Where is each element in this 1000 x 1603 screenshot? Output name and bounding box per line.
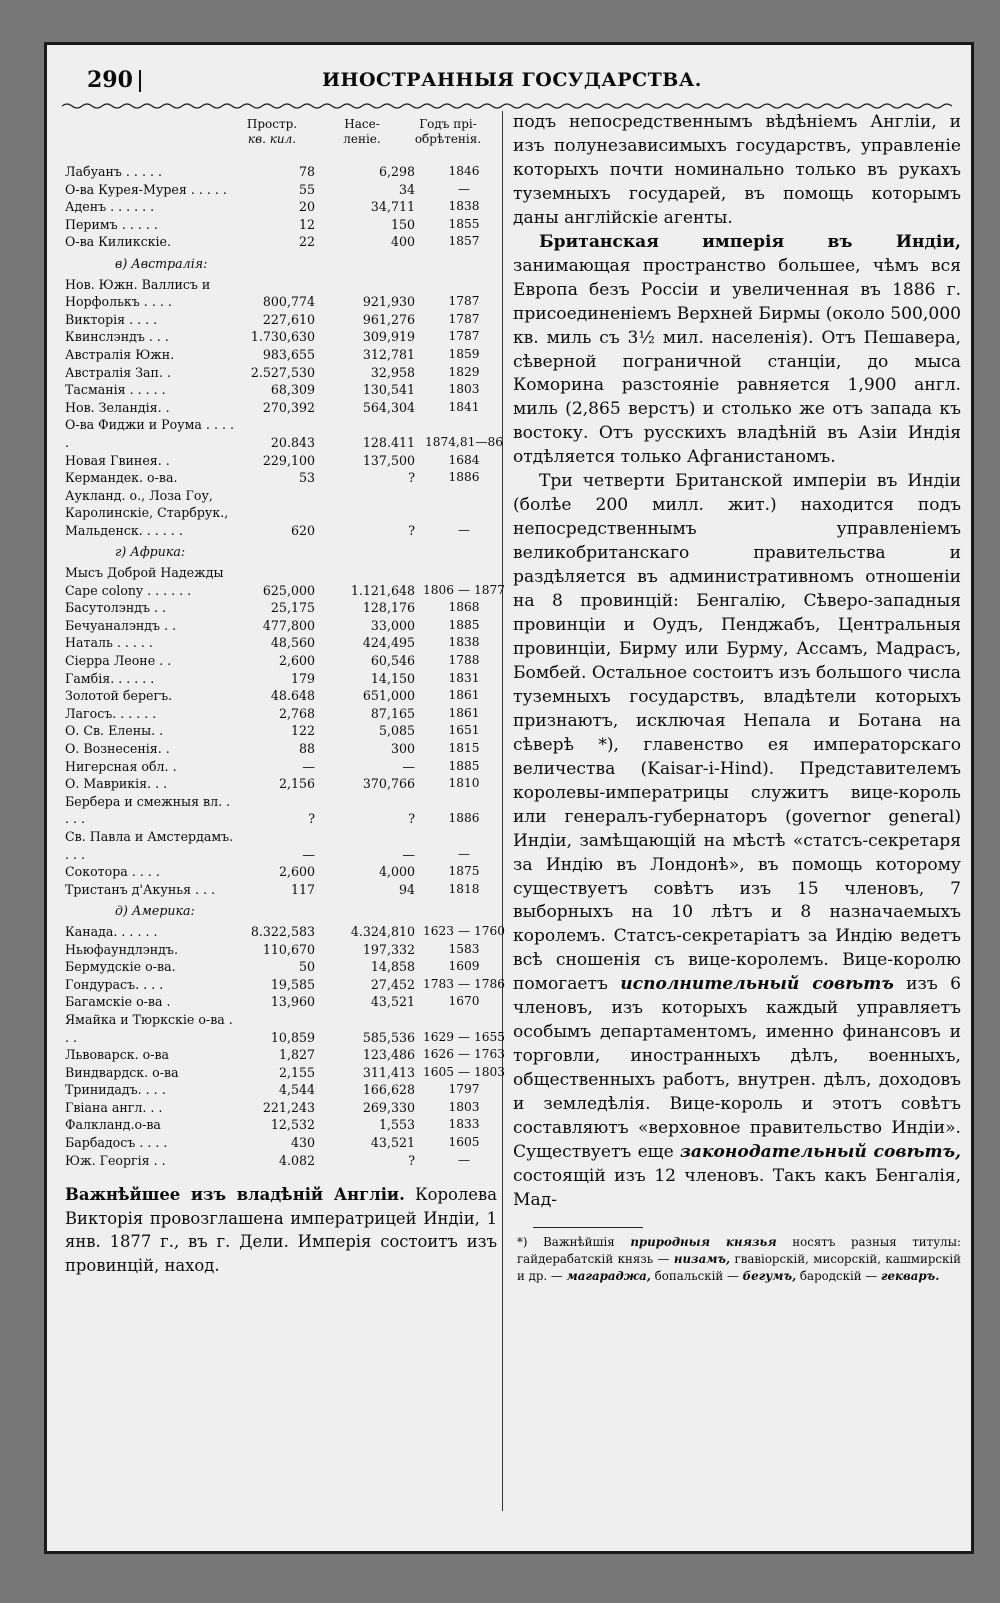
table-row xyxy=(65,564,505,599)
cell-population: 309,919 xyxy=(362,329,415,345)
cell-year: 1831 xyxy=(448,670,480,685)
section-label: в) Австралія: xyxy=(115,255,208,271)
cell-area: 625,000 xyxy=(262,582,315,598)
cell-name: Нигерсная обл. . xyxy=(65,758,177,774)
cell-population: 128,176 xyxy=(362,600,415,616)
cell-population: 123,486 xyxy=(362,1047,415,1063)
cell-year: 1868 xyxy=(448,600,480,615)
cell-area: 110,670 xyxy=(262,941,315,957)
cell-year: — xyxy=(457,522,471,537)
cell-year: 1829 xyxy=(448,364,480,379)
cell-name: Викторія . . . . xyxy=(65,311,158,327)
footnote-d: бопальскій — xyxy=(650,1268,743,1283)
left-column xyxy=(65,111,505,1277)
cell-area: 477,800 xyxy=(262,617,315,633)
table-row xyxy=(65,941,505,959)
cell-year: 1803 xyxy=(448,382,480,397)
table-row xyxy=(65,399,505,417)
cell-year: 1583 xyxy=(448,941,480,956)
header-area-line2: кв. кил. xyxy=(247,132,297,146)
cell-area: 48.648 xyxy=(270,688,315,704)
cell-year: 1670 xyxy=(448,994,480,1009)
cell-name: Аденъ . . . . . . xyxy=(65,199,155,215)
cell-population: 370,766 xyxy=(362,776,415,792)
table-row xyxy=(65,1064,505,1082)
table-row xyxy=(65,863,505,881)
cell-name: Гамбія. . . . . . xyxy=(65,670,155,686)
footnote-e-italic: гекваръ. xyxy=(880,1268,940,1283)
header-wavy-rule xyxy=(62,101,952,111)
cell-name: Нов. Южн. Валлисъ и Норфолькъ . . . . xyxy=(65,276,211,310)
right-paragraph-2-text: занимающая пространство большее, чѣмъ вся Европа безъ Россіи и увеличенная въ 1886 г. присоединеніемъ Верхней Бирмы (около 500,000 кв. миль съ 3½ мил. населенія). Отъ Пешавера, сѣверной пограничной станціи, до мыса Коморина разстояніе равняется 1,900 англ. миль (2,865 верстъ) и столько же отъ запада къ востоку. Отъ русскихъ владѣній въ Азіи Индія отдѣляется только Афганистаномъ. xyxy=(513,255,961,468)
footnote-rule xyxy=(533,1227,643,1228)
cell-area: 2.527,530 xyxy=(250,364,315,380)
cell-population: 43,521 xyxy=(370,994,415,1010)
cell-area: 2,156 xyxy=(278,776,315,792)
cell-name: Перимъ . . . . . xyxy=(65,216,158,232)
cell-name: Сіерра Леоне . . xyxy=(65,653,172,669)
header-population-line2: леніе. xyxy=(343,132,381,146)
table-header xyxy=(65,111,497,163)
cell-year: 1815 xyxy=(448,741,480,755)
cell-population: 32,958 xyxy=(370,364,415,380)
page-title: ИНОСТРАННЫЯ ГОСУДАРСТВА. xyxy=(322,69,702,91)
cell-name: Львоварск. о-ва xyxy=(65,1047,170,1063)
cell-year: 1886 xyxy=(448,811,480,826)
cell-population: 43,521 xyxy=(370,1135,415,1151)
cell-name: О-ва Киликскіе. xyxy=(65,234,171,250)
cell-area: 179 xyxy=(290,670,315,686)
table-row xyxy=(65,198,505,216)
cell-name: Наталь . . . . . xyxy=(65,635,153,651)
cell-area: 10,859 xyxy=(270,1029,315,1045)
cell-population: — xyxy=(402,758,415,774)
right-column xyxy=(513,111,961,1285)
header-area xyxy=(231,117,313,147)
cell-area: 88 xyxy=(298,741,315,756)
cell-population: — xyxy=(402,846,415,862)
cell-name: О. Св. Елены. . xyxy=(65,723,164,739)
cell-name: Лагосъ. . . . . . xyxy=(65,705,157,721)
cell-year: 1875 xyxy=(448,864,480,879)
cell-population: 585,536 xyxy=(362,1029,415,1045)
cell-population: 14,150 xyxy=(370,670,415,686)
table-row xyxy=(65,163,505,181)
right-paragraph-2-lead: Британская имперія въ Индіи, xyxy=(539,231,961,252)
cell-population: 961,276 xyxy=(362,311,415,327)
cell-area: 50 xyxy=(298,959,315,975)
header-area-line1: Простр. xyxy=(246,117,298,131)
cell-name: Аукланд. о., Лоза Гоу, Каролинскіе, Старбрук., Мальденск. . . . . . xyxy=(65,487,229,538)
cell-population: ? xyxy=(408,811,415,827)
cell-population: 60,546 xyxy=(370,653,415,669)
cell-name: Басутолэндъ . . xyxy=(65,600,167,616)
cell-population: 130,541 xyxy=(362,382,415,398)
cell-name: Нов. Зеландія. . xyxy=(65,399,170,415)
header-population xyxy=(327,117,397,147)
cell-area: 270,392 xyxy=(262,399,315,415)
cell-name: Ямайка и Тюркскіе о-ва . . . xyxy=(65,1011,233,1045)
cell-population: 4,000 xyxy=(378,864,415,880)
table-row xyxy=(65,958,505,976)
cell-name: Австралія Южн. xyxy=(65,346,175,362)
table-row xyxy=(65,216,505,234)
cell-year: 1833 xyxy=(448,1117,480,1132)
cell-year: — xyxy=(457,1152,471,1167)
footnote-a: *) Важнѣйшія xyxy=(517,1234,631,1249)
cell-year: — xyxy=(457,846,471,861)
header-year-line2: обрѣтенія. xyxy=(414,132,482,146)
cell-population: ? xyxy=(408,1152,415,1168)
cell-population: 197,332 xyxy=(362,941,415,957)
cell-year: 1861 xyxy=(448,705,480,720)
cell-year: 1605 xyxy=(448,1135,480,1150)
table-row xyxy=(65,276,505,311)
cell-area: 48,560 xyxy=(270,635,315,651)
table-row xyxy=(65,1081,505,1099)
table-row xyxy=(65,775,505,793)
cell-population: 4.324,810 xyxy=(350,923,415,939)
right-paragraph-1: подъ непосредственнымъ вѣдѣніемъ Англіи, и изъ полунезависимыхъ государствъ, управленіе которыхъ почти номинально только въ рукахъ туземныхъ государей, въ помощь которымъ даны англійскіе агенты. xyxy=(513,112,961,228)
footnote-c-italic: магараджа, xyxy=(566,1268,651,1283)
cell-area: 2,600 xyxy=(278,864,315,880)
cell-area: 68,309 xyxy=(270,382,315,398)
table-row xyxy=(65,381,505,399)
cell-population: 27,452 xyxy=(370,976,415,992)
cell-population: 6,298 xyxy=(378,164,415,179)
cell-name: О. Вознесенія. . xyxy=(65,741,170,756)
table-row xyxy=(65,881,505,899)
cell-population: 137,500 xyxy=(362,452,415,468)
cell-name: Фалкланд.о-ва xyxy=(65,1117,161,1133)
table-row xyxy=(65,670,505,688)
cell-area: 122 xyxy=(290,723,315,739)
cell-year: 1788 xyxy=(448,653,480,668)
cell-area: 229,100 xyxy=(262,452,315,468)
cell-year: 1797 xyxy=(448,1082,480,1097)
cell-name: Бечуаналэндъ . . xyxy=(65,617,177,633)
cell-area: 983,655 xyxy=(262,346,315,362)
table-row xyxy=(65,923,505,941)
cell-name: Ньюфаундлэндъ. xyxy=(65,941,178,957)
cell-name: Золотой берегъ. xyxy=(65,688,173,704)
footnote xyxy=(513,1234,961,1285)
header-population-line1: Насе- xyxy=(344,117,380,131)
section-label: д) Америка: xyxy=(115,903,195,919)
right-paragraph-3-b: изъ 6 членовъ, изъ которыхъ каждый управляетъ особымъ департаментомъ, именно финансовъ и торговли, иностранныхъ дѣлъ, военныхъ, общественныхъ работъ, внутрен. дѣлъ, доходовъ и земледѣлія. Вице-король и этотъ совѣтъ составляютъ «верховное правительство Индіи». Существуетъ еще xyxy=(513,974,961,1162)
cell-area: 4,544 xyxy=(278,1082,315,1098)
cell-year: 1810 xyxy=(448,776,480,791)
cell-year: 1886 xyxy=(448,470,480,485)
footnote-b: носятъ разныя титулы: гайдерабатскій князь — xyxy=(517,1234,961,1266)
cell-population: 921,930 xyxy=(362,294,415,310)
cell-year: 1626 — 1763 xyxy=(423,1047,505,1062)
table-row xyxy=(65,976,505,994)
cell-area: ? xyxy=(308,811,315,827)
cell-year: 1818 xyxy=(448,881,480,896)
cell-population: 14,858 xyxy=(370,959,415,975)
cell-population: 564,304 xyxy=(362,399,415,415)
table-row xyxy=(65,599,505,617)
cell-population: 5,085 xyxy=(378,723,415,739)
table-row xyxy=(65,1134,505,1152)
cell-area: 1.730,630 xyxy=(250,329,315,345)
cell-year: 1806 — 1877 xyxy=(423,582,505,597)
cell-year: 1787 xyxy=(448,294,480,309)
cell-population: 87,165 xyxy=(370,705,415,721)
cell-name: Виндвардск. о-ва xyxy=(65,1064,179,1080)
table-row xyxy=(65,687,505,705)
table-row xyxy=(65,452,505,470)
cell-area: 20.843 xyxy=(270,434,315,450)
table-row xyxy=(65,328,505,346)
cell-year: 1885 xyxy=(448,617,480,632)
cell-name: Гондурасъ. . . . xyxy=(65,976,164,992)
cell-area: 20 xyxy=(298,199,315,215)
header-year-line1: Годъ прі- xyxy=(419,117,477,131)
table-row xyxy=(65,634,505,652)
cell-population: 651,000 xyxy=(362,688,415,704)
cell-area: — xyxy=(302,758,315,774)
cell-name: Сокотора . . . . xyxy=(65,864,160,880)
cell-area: 620 xyxy=(290,522,315,538)
cell-name: О-ва Фиджи и Роума . . . . . xyxy=(65,417,234,450)
table-row xyxy=(65,469,505,487)
table-row xyxy=(65,1152,505,1170)
cell-year: 1846 xyxy=(448,164,480,178)
cell-year: 1841 xyxy=(448,399,480,414)
left-paragraph xyxy=(65,1183,497,1277)
table-row xyxy=(65,740,505,758)
cell-name: Багамскіе о-ва . xyxy=(65,994,171,1010)
cell-area: 22 xyxy=(298,234,315,250)
cell-year: — xyxy=(457,181,471,196)
footnote-d-italic: бегумъ, xyxy=(742,1268,797,1283)
table-row xyxy=(65,1099,505,1117)
cell-year: 1605 — 1803 xyxy=(423,1064,505,1079)
cell-year: 1838 xyxy=(448,635,480,650)
cell-area: 8.322,583 xyxy=(250,923,315,939)
left-paragraph-lead: Важнѣйшее изъ владѣній Англіи. xyxy=(65,1185,405,1205)
cell-area: 2,768 xyxy=(278,705,315,721)
right-paragraph-3-a: Три четверти Британской имперіи въ Индіи (болѣе 200 милл. жит.) находится подъ непосредственнымъ управленіемъ великобританскаго правительства и раздѣляется въ административномъ отношеніи на 8 провинцій: Бенгалію, Сѣверо-западныя провинціи и Оудъ, Пенджабъ, Центральныя провинціи, Бирму или Бурму, Ассамъ, Мадрасъ, Бомбей. Остальное состоитъ изъ большого числа туземныхъ государствъ, владѣтели которыхъ признаютъ, исключая Непала и Ботана на сѣверѣ *), главенство ея императорскаго величества (Kaisar-i-Hind). Представителемъ королевы-императрицы служитъ вице-король или генералъ-губернаторъ (governor general) Индіи, замѣщающій на мѣстѣ «статсъ-секретаря за Индію въ Лондонѣ», въ помощь которому существуетъ совѣтъ изъ 15 членовъ, 7 выборныхъ на 10 лѣтъ и 8 назначаемыхъ королемъ. Статсъ-секретаріатъ за Индію ведетъ всѣ сношенія съ вице-королемъ. Вице-королю помогаетъ xyxy=(513,471,961,995)
table-row xyxy=(65,758,505,776)
cell-area: 12,532 xyxy=(270,1117,315,1133)
cell-population: 166,628 xyxy=(362,1082,415,1098)
table-row xyxy=(65,993,505,1011)
cell-area: 12 xyxy=(298,216,315,232)
cell-population: 150 xyxy=(390,216,415,232)
table-row xyxy=(65,346,505,364)
cell-population: 300 xyxy=(390,741,415,756)
table-row xyxy=(65,722,505,740)
cell-name: Св. Павла и Амстердамъ. . . . xyxy=(65,828,234,862)
right-paragraph-3-italic-2: законодательный совѣтъ, xyxy=(679,1141,961,1162)
cell-area: 13,960 xyxy=(270,994,315,1010)
cell-name: Гвіана англ. . . xyxy=(65,1099,163,1115)
cell-population: 311,413 xyxy=(362,1064,415,1080)
cell-area: 1,827 xyxy=(278,1047,315,1063)
table-row xyxy=(65,1046,505,1064)
cell-name: Тристанъ д'Акунья . . . xyxy=(65,881,216,897)
cell-year: 1885 xyxy=(448,758,480,773)
cell-area: 221,243 xyxy=(262,1099,315,1115)
cell-area: 55 xyxy=(298,181,315,197)
document-page xyxy=(44,42,974,1554)
cell-population: 33,000 xyxy=(370,617,415,633)
cell-population: 1,553 xyxy=(378,1117,415,1133)
cell-area: — xyxy=(302,846,315,862)
table-row xyxy=(65,652,505,670)
cell-area: 800,774 xyxy=(262,294,315,310)
footnote-c: гвавіорскій, мисорскій, кашмирскій и др. — xyxy=(517,1251,961,1283)
table-row xyxy=(65,1011,505,1046)
header-year xyxy=(405,117,491,147)
cell-name: Кермандек. о-ва. xyxy=(65,470,178,486)
table-row xyxy=(65,416,505,451)
cell-year: 1783 — 1786 xyxy=(423,976,505,991)
section-label: г) Африка: xyxy=(115,544,186,560)
table-row xyxy=(65,364,505,382)
cell-year: 1651 xyxy=(448,723,480,738)
cell-name: Новая Гвинея. . xyxy=(65,452,170,468)
cell-year: 1859 xyxy=(448,346,480,361)
cell-year: 1623 — 1760 xyxy=(423,923,505,938)
table-row xyxy=(65,233,505,251)
cell-population: 424,495 xyxy=(362,635,415,651)
table-row xyxy=(65,181,505,199)
cell-year: 1803 xyxy=(448,1099,480,1114)
left-paragraph-text: Королева Викторія провозглашена императрицей Индіи, 1 янв. 1877 г., въ г. Дели. Имперія состоитъ изъ провинцій, наход. xyxy=(65,1185,497,1275)
cell-area: 19,585 xyxy=(270,976,315,992)
table-section-heading xyxy=(65,251,505,276)
footnote-a-italic: природныя князья xyxy=(630,1234,777,1249)
cell-year: 1855 xyxy=(448,216,480,231)
cell-year: 1609 xyxy=(448,959,480,974)
footnote-e: бародскій — xyxy=(796,1268,881,1283)
cell-area: 53 xyxy=(298,470,315,486)
table-row xyxy=(65,705,505,723)
cell-name: Канада. . . . . . xyxy=(65,923,158,939)
cell-name: Мысъ Доброй Надежды Саре соlony . . . . . . xyxy=(65,565,224,598)
cell-name: Лабуанъ . . . . . xyxy=(65,164,162,179)
cell-population: ? xyxy=(408,470,415,486)
table-row xyxy=(65,1116,505,1134)
cell-population: 94 xyxy=(398,881,415,897)
cell-name: Юж. Георгія . . xyxy=(65,1152,166,1168)
page-number: 290 xyxy=(87,67,133,93)
cell-area: 2,600 xyxy=(278,653,315,669)
cell-population: 312,781 xyxy=(362,346,415,362)
cell-year: 1874,81—86 xyxy=(424,434,504,449)
cell-population: 128.411 xyxy=(362,434,415,450)
cell-year: 1684 xyxy=(448,452,480,467)
cell-name: Бербера и смежныя вл. . . . . xyxy=(65,793,231,827)
table-row xyxy=(65,311,505,329)
cell-name: О. Маврикія. . . xyxy=(65,776,168,792)
cell-year: 1838 xyxy=(448,199,480,214)
table-row xyxy=(65,487,505,540)
table-section-heading xyxy=(65,898,505,923)
possessions-table xyxy=(65,163,505,1169)
table-section-heading xyxy=(65,539,505,564)
cell-population: 269,330 xyxy=(362,1099,415,1115)
cell-area: 78 xyxy=(298,164,315,179)
cell-area: 2,155 xyxy=(278,1064,315,1080)
right-paragraph-3-c: состоящій изъ 12 членовъ. Такъ какъ Бенгалія, Мад- xyxy=(513,1165,961,1210)
cell-population: ? xyxy=(408,522,415,538)
table-row xyxy=(65,828,505,863)
table-row xyxy=(65,617,505,635)
cell-name: Бермудскіе о-ва. xyxy=(65,959,176,975)
cell-population: 34,711 xyxy=(370,199,415,215)
cell-name: Квинслэндъ . . . xyxy=(65,329,169,345)
cell-area: 4.082 xyxy=(278,1152,315,1168)
cell-year: 1629 — 1655 xyxy=(423,1029,505,1044)
cell-population: 1.121,648 xyxy=(350,582,415,598)
cell-year: 1857 xyxy=(448,234,480,249)
cell-year: 1787 xyxy=(448,329,480,344)
cell-year: 1787 xyxy=(448,311,480,326)
page-header xyxy=(77,67,947,101)
cell-area: 117 xyxy=(290,881,315,897)
right-paragraph-3 xyxy=(513,470,961,1213)
cell-name: Австралія Зап. . xyxy=(65,364,171,380)
cell-population: 34 xyxy=(398,181,415,197)
cell-name: О-ва Курея-Мурея . . . . . xyxy=(65,181,227,197)
cell-name: Тринидадъ. . . . xyxy=(65,1082,166,1098)
right-paragraph-2 xyxy=(513,231,961,471)
footnote-b-italic: низамъ, xyxy=(673,1251,731,1266)
cell-area: 227,610 xyxy=(262,311,315,327)
cell-population: 400 xyxy=(390,234,415,250)
right-paragraph-3-italic-1: исполнительный совѣтъ xyxy=(620,974,894,995)
cell-name: Барбадосъ . . . . xyxy=(65,1135,168,1151)
cell-name: Тасманія . . . . . xyxy=(65,382,166,398)
cell-area: 430 xyxy=(290,1135,315,1151)
cell-year: 1861 xyxy=(448,688,480,703)
table-row xyxy=(65,793,505,828)
cell-area: 25,175 xyxy=(270,600,315,616)
